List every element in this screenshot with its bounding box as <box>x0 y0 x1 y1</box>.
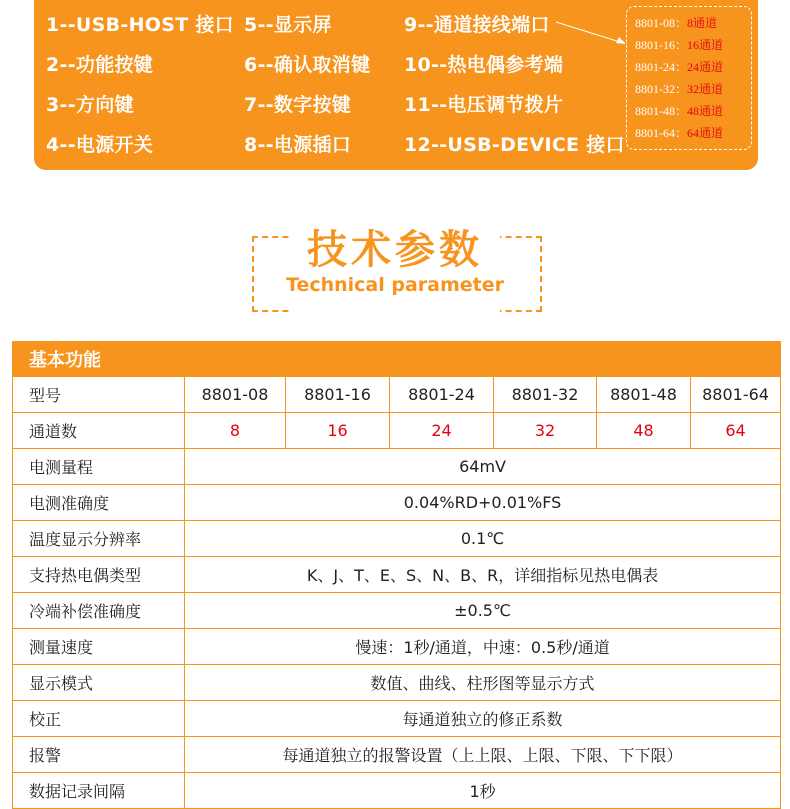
section-title: 技术参数 <box>307 227 483 273</box>
table-row <box>13 521 781 557</box>
row-value: 每通道独立的报警设置（上上限、上限、下限、下下限） <box>185 737 781 773</box>
row-label: 通道数 <box>13 413 185 449</box>
channel-cell: 48 <box>597 413 691 449</box>
row-label: 电测准确度 <box>13 485 185 521</box>
model-channel-box <box>626 6 752 150</box>
model-cell: 8801-48 <box>597 377 691 413</box>
model-cell: 8801-24 <box>390 377 494 413</box>
row-value: K、J、T、E、S、N、B、R，详细指标见热电偶表 <box>185 557 781 593</box>
table-row <box>13 413 781 449</box>
legend-item-10: 10--热电偶参考端 <box>404 54 564 76</box>
table-row <box>13 593 781 629</box>
model-cell: 8801-16 <box>286 377 390 413</box>
row-value: 每通道独立的修正系数 <box>185 701 781 737</box>
row-label: 数据记录间隔 <box>13 773 185 809</box>
section-subtitle: Technical parameter <box>286 274 504 296</box>
legend-item-7: 7--数字按键 <box>244 94 352 116</box>
spec-table <box>12 341 781 809</box>
table-row <box>13 449 781 485</box>
table-row <box>13 701 781 737</box>
model-cell: 8801-64 <box>691 377 781 413</box>
model-line: 8801-16：16通道 <box>635 38 724 52</box>
legend-item-12: 12--USB-DEVICE 接口 <box>404 134 625 156</box>
table-row <box>13 773 781 809</box>
table-section-header <box>13 342 781 377</box>
model-line: 8801-48：48通道 <box>635 104 724 118</box>
table-row <box>13 737 781 773</box>
model-line: 8801-64：64通道 <box>635 126 724 140</box>
row-value: ±0.5℃ <box>185 593 781 629</box>
table-row <box>13 485 781 521</box>
row-label: 电测量程 <box>13 449 185 485</box>
row-label: 显示模式 <box>13 665 185 701</box>
row-label: 测量速度 <box>13 629 185 665</box>
table-row <box>13 665 781 701</box>
legend-item-1: 1--USB-HOST 接口 <box>46 14 234 36</box>
legend-item-5: 5--显示屏 <box>244 14 332 36</box>
row-label: 型号 <box>13 377 185 413</box>
row-label: 温度显示分辨率 <box>13 521 185 557</box>
model-cell: 8801-32 <box>494 377 597 413</box>
section-header-label: 基本功能 <box>13 342 781 377</box>
row-label: 校正 <box>13 701 185 737</box>
table-row <box>13 629 781 665</box>
legend-item-2: 2--功能按键 <box>46 54 154 76</box>
channel-cell: 16 <box>286 413 390 449</box>
row-value: 数值、曲线、柱形图等显示方式 <box>185 665 781 701</box>
row-value: 慢速：1秒/通道，中速：0.5秒/通道 <box>185 629 781 665</box>
row-label: 报警 <box>13 737 185 773</box>
table-row <box>13 377 781 413</box>
channel-cell: 64 <box>691 413 781 449</box>
row-value: 0.1℃ <box>185 521 781 557</box>
row-value: 64mV <box>185 449 781 485</box>
legend-item-6: 6--确认取消键 <box>244 54 371 76</box>
legend-item-3: 3--方向键 <box>46 94 134 116</box>
row-label: 冷端补偿准确度 <box>13 593 185 629</box>
legend-item-11: 11--电压调节拨片 <box>404 94 564 116</box>
model-cell: 8801-08 <box>185 377 286 413</box>
legend-item-8: 8--电源插口 <box>244 134 352 156</box>
model-line: 8801-32：32通道 <box>635 82 724 96</box>
table-row <box>13 557 781 593</box>
model-line: 8801-24：24通道 <box>635 60 724 74</box>
row-value: 1秒 <box>185 773 781 809</box>
legend-item-4: 4--电源开关 <box>46 134 154 156</box>
row-label: 支持热电偶类型 <box>13 557 185 593</box>
legend-item-9: 9--通道接线端口 <box>404 14 550 36</box>
channel-cell: 24 <box>390 413 494 449</box>
row-value: 0.04%RD+0.01%FS <box>185 485 781 521</box>
channel-cell: 32 <box>494 413 597 449</box>
model-line: 8801-08：8通道 <box>635 16 718 30</box>
channel-cell: 8 <box>185 413 286 449</box>
